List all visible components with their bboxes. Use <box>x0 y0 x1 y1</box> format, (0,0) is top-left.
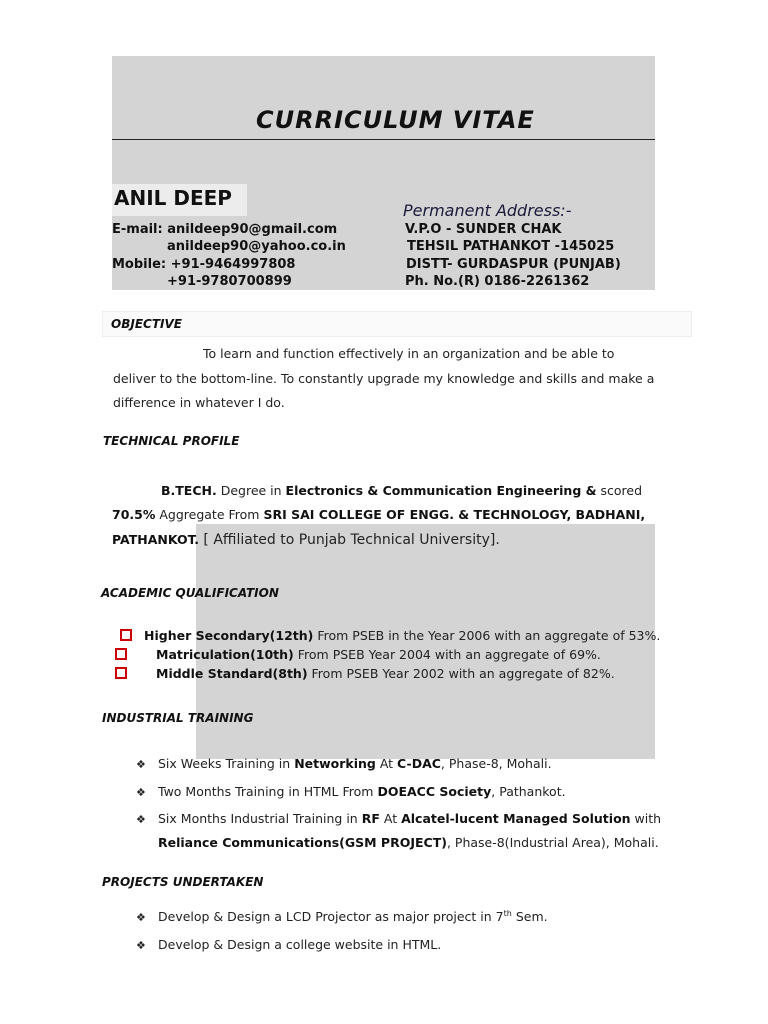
diamond-bullet-icon: ❖ <box>136 939 146 952</box>
candidate-name: ANIL DEEP <box>114 186 232 210</box>
training-text: , Phase-8(Industrial Area), Mohali. <box>446 835 659 850</box>
training-item-continuation <box>158 835 659 850</box>
training-item <box>136 756 552 771</box>
academic-detail: From PSEB Year 2004 with an aggregate of 69%. <box>293 647 601 662</box>
project-superscript: th <box>503 909 512 918</box>
degree-percent: 70.5% <box>112 507 156 522</box>
scored-text: scored <box>596 483 643 498</box>
training-topic: Networking <box>294 756 376 771</box>
address-line-3: DISTT- GURDASPUR (PUNJAB) <box>406 257 621 272</box>
email-primary[interactable]: anildeep90@gmail.com <box>167 222 338 237</box>
address-line-2: TEHSIL PATHANKOT -145025 <box>407 239 615 254</box>
project-item <box>136 937 441 952</box>
project-text: Develop & Design a LCD Projector as major project in 7 <box>158 909 504 925</box>
address-heading: Permanent Address:- <box>403 201 572 220</box>
training-text: , Phase-8, Mohali. <box>440 756 552 771</box>
degree-in-text: Degree in <box>216 483 286 498</box>
academic-item <box>115 666 615 681</box>
technical-heading: TECHNICAL PROFILE <box>103 434 240 448</box>
project-text: Develop & Design a college website in HTML. <box>158 937 442 952</box>
training-text: with <box>630 811 662 826</box>
objective-line-3: difference in whatever I do. <box>113 395 285 410</box>
diamond-bullet-icon: ❖ <box>136 758 146 771</box>
degree-name: B.TECH. <box>161 483 217 498</box>
mobile-row <box>112 257 295 272</box>
training-item <box>136 811 661 826</box>
mobile-secondary: +91-9780700899 <box>167 274 292 289</box>
objective-line-1: To learn and function effectively in an organization and be able to <box>203 346 615 361</box>
training-text: At <box>375 756 398 771</box>
training-text: At <box>379 811 402 826</box>
training-org: DOEACC Society <box>377 784 492 799</box>
affiliation-text: [ Affiliated to Punjab Technical University]. <box>198 532 500 548</box>
technical-line-3 <box>112 532 500 548</box>
email-secondary[interactable]: anildeep90@yahoo.co.in <box>167 239 346 254</box>
branch-name: Electronics & Communication Engineering & <box>285 483 597 498</box>
square-bullet-icon <box>120 629 132 641</box>
academic-heading: ACADEMIC QUALIFICATION <box>101 586 279 600</box>
training-org: C-DAC <box>397 756 441 771</box>
training-text: Six Months Industrial Training in <box>158 811 362 826</box>
technical-line-2 <box>112 507 645 522</box>
college-name: SRI SAI COLLEGE OF ENGG. & TECHNOLOGY, BADHANI, <box>263 507 646 522</box>
square-bullet-icon <box>115 648 127 660</box>
academic-level: Higher Secondary(12th) <box>144 628 314 643</box>
project-text: Sem. <box>511 909 548 925</box>
mobile-label: Mobile: <box>112 257 167 272</box>
training-text: Six Weeks Training in <box>158 756 295 771</box>
academic-detail: From PSEB in the Year 2006 with an aggregate of 53%. <box>313 628 661 643</box>
academic-detail: From PSEB Year 2002 with an aggregate of 82%. <box>307 666 615 681</box>
academic-item <box>120 628 660 643</box>
project-item <box>136 909 548 924</box>
projects-heading: PROJECTS UNDERTAKEN <box>102 875 264 889</box>
academic-level: Middle Standard(8th) <box>156 666 308 681</box>
aggregate-from-text: Aggregate From <box>155 507 264 522</box>
diamond-bullet-icon: ❖ <box>136 911 146 925</box>
technical-line-1 <box>161 483 642 498</box>
objective-heading: OBJECTIVE <box>111 317 182 331</box>
objective-line-2: deliver to the bottom-line. To constantly upgrade my knowledge and skills and make a <box>113 371 655 386</box>
training-item <box>136 784 566 799</box>
objective-heading-box <box>102 311 692 337</box>
address-line-4: Ph. No.(R) 0186-2261362 <box>405 274 590 289</box>
training-org: Reliance Communications(GSM PROJECT) <box>158 835 447 850</box>
square-bullet-icon <box>115 667 127 679</box>
address-line-1: V.P.O - SUNDER CHAK <box>405 222 562 237</box>
header-background <box>112 56 655 290</box>
training-topic: RF <box>361 811 380 826</box>
training-text: , Pathankot. <box>491 784 566 799</box>
email-row <box>112 222 337 237</box>
page-title: CURRICULUM VITAE <box>256 106 535 134</box>
college-city: PATHANKOT. <box>112 532 199 547</box>
mobile-primary: +91-9464997808 <box>170 257 296 272</box>
academic-item <box>115 647 601 662</box>
diamond-bullet-icon: ❖ <box>136 786 146 799</box>
academic-level: Matriculation(10th) <box>156 647 294 662</box>
training-org: Alcatel-lucent Managed Solution <box>401 811 631 826</box>
title-divider <box>112 139 655 140</box>
email-label: E-mail: <box>112 222 163 237</box>
diamond-bullet-icon: ❖ <box>136 813 146 826</box>
training-heading: INDUSTRIAL TRAINING <box>102 711 254 725</box>
training-text: Two Months Training in HTML From <box>158 784 378 799</box>
